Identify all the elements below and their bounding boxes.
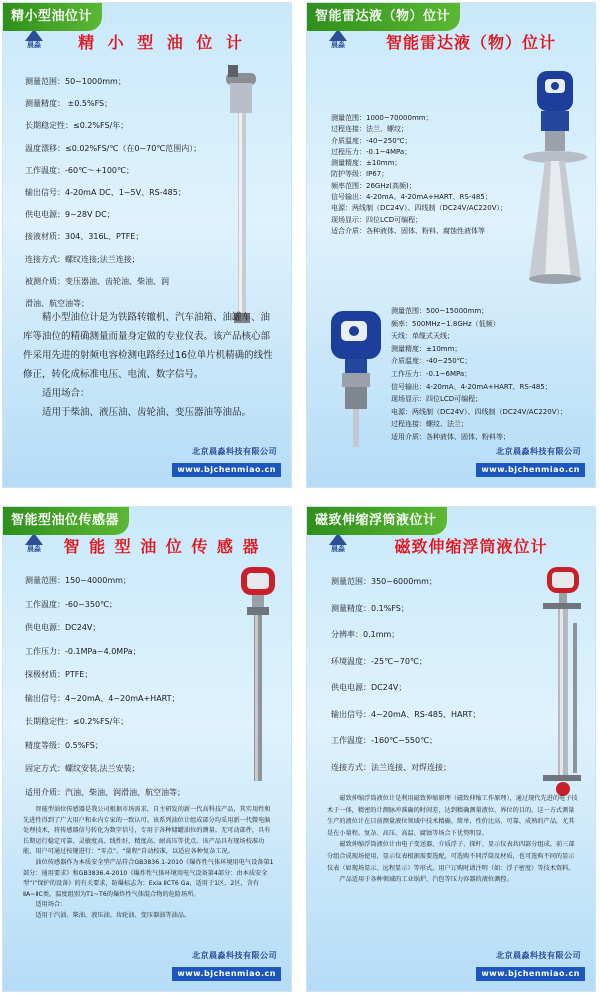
spec-item: 接液材质：304、316L、PTFE； (25, 232, 144, 242)
product-title: 磁致伸缩浮筒液位计 (394, 537, 548, 556)
magnetostrictive-float-gauge-image (535, 563, 593, 799)
spec-item: 测量范围：1000~70000mm； (331, 114, 433, 122)
spec-item: 频率：500MHz~1.8GHz（低频） (391, 319, 500, 328)
spec-item: 电源：两线制（DC24V）、四线制（DC24V/AC220V）； (331, 204, 508, 213)
product-card-smart-oil-sensor (2, 506, 292, 992)
spec-item: 供电电源：DC24V； (25, 623, 101, 632)
product-card-oil-level-gauge (2, 2, 292, 488)
spec-list (25, 569, 185, 804)
spec-item: 工作温度：-160℃~550℃； (331, 736, 438, 745)
product-title: 智能雷达液（物）位计 (385, 33, 556, 52)
spec-item: 测量精度：±10mm； (391, 344, 462, 353)
spec-item: 防护等级：IP67； (331, 170, 389, 179)
spec-item: 长期稳定性：≤0.2%FS/年； (25, 717, 129, 726)
website-link[interactable]: www.bjchenmiao.cn (476, 967, 585, 981)
spec-list-high-frequency (331, 113, 507, 237)
spec-item: 频率范围：26GHz(高频)； (331, 181, 416, 190)
spec-item: 输出信号：4~20mA、4~20mA+HART； (25, 693, 180, 703)
spec-item: 工作压力：-0.1~6MPa； (391, 369, 472, 378)
spec-item: 介质温度：-40~250℃； (331, 136, 412, 145)
website-link[interactable]: www.bjchenmiao.cn (172, 463, 281, 477)
spec-item: 温度漂移：≤0.02%FS/℃（在0~70℃范围内）； (25, 143, 202, 153)
spec-item: 测量范围：500~15000mm； (391, 307, 489, 315)
card-tag: 磁致伸缩浮筒液位计 (307, 507, 447, 535)
spec-item: 测量范围：350~6000mm； (331, 577, 437, 586)
website-link[interactable]: www.bjchenmiao.cn (476, 463, 585, 477)
spec-item: 供电电源：9~28V DC； (25, 210, 115, 220)
guided-wave-radar-image (325, 305, 387, 449)
spec-item: 测量精度：±10mm； (331, 159, 402, 168)
spec-item: 适合介质：各种液体、固体、粉料、腐蚀性液体等 (331, 226, 485, 235)
product-description: 磁致伸缩浮筒液位计是利用磁致伸缩原理（磁致伸缩工作原理），通过现代先进的电子技术于一体，精密的计测脉冲准确的时间差，达到精确测量液位、界位的目的。这一方式测量生产的液位计在目前测量液位领域中技术精确、简单、性价比高、可靠、成熟的产品，尤其是在小量程、复杂、高压、高温、腐蚀等场合下优势明显。 磁致伸缩浮筒液位计由电子变送器、介质浮子、探杆、显示仪表共四部分组成。前三部分组合成现场使用，显示仪表根据需要选配，可选购不同浮筒及材质，也可选购不同的显示仪表（如现场显示、远程显示）等形式。用户订购时请注明（如：浮子密度）等技术资料。 产品适用于各种领域的工业锅炉、汽包等压力容器的液位测控。 (327, 795, 578, 884)
company-logo: 晨淼 (21, 27, 47, 53)
product-description: 智能型油位传感器是我公司根据市场需求，自主研发的新一代高科技产品，其实用性和先进性得到了广大用户和业内专家的一致认可。该系列油位计组成部分均采用新一代微电脑处理技术，将传感器信号转化为数字信号，专用于各种储罐油位的测量。无可动部件，具有长期运行稳定可靠、灵敏度高、线性好、精度高、耐高压等优点。该产品具有现场校准功能，用户可通过按键进行：“零点”、“量程”自动校准，以适应各种复杂工况。 油位传感器作为本质安全型产品符合GB3836.1-2010《爆炸性气体环境用电气设备第1部分：通用要求》和GB3836.4-2010《爆炸性气体环境用电气设备第4部分：由本质安全型“i”保护的设备》的有关要求，防爆标志为：Exia ⅡCT6 Ga，适用于1区、2区，含有ⅡA~ⅡC类，温度组别为T1~T6的爆炸性气体混合物的危险场所。 适用场合： 适用于汽油、柴油、液压油、齿轮油、变压器油等油品。 (23, 806, 274, 919)
spec-item: 探极材质：PTFE； (25, 670, 93, 679)
spec-item: 输出信号：4~20mA、RS-485、HART； (331, 709, 481, 719)
oil-level-probe-image (208, 65, 278, 325)
spec-item: 适用介质：各种液体、固体、粉料等； (391, 432, 510, 441)
company-logo: 晨淼 (325, 27, 351, 53)
website-link[interactable]: www.bjchenmiao.cn (172, 967, 281, 981)
product-description: 精小型油位计是为铁路转辙机、汽车油箱、油罐车、油库等油位的精确测量而量身定做的专业仪表。该产品核心部件采用先进的射频电容检测电路经过16位单片机精确的线性修正，转化成标准电压、电流、数字信号。 适用场合： 适用于柴油、液压油、齿轮油、变压器油等油品。 (23, 312, 273, 418)
company-logo: 晨淼 (325, 531, 351, 557)
spec-item: 测量精度：0.1%FS； (331, 603, 409, 613)
spec-list (25, 71, 201, 315)
product-card-magnetostrictive-level-gauge (306, 506, 596, 992)
card-tag: 精小型油位计 (3, 3, 102, 31)
spec-item: 测量精度： ±0.5%FS； (25, 99, 113, 109)
spec-list (331, 569, 480, 781)
spec-item: 输出信号：4-20mA DC、1~5V、RS-485； (25, 188, 186, 198)
spec-item: 连接方式：法兰连接、对焊连接； (331, 762, 451, 772)
spec-item: 适用介质：汽油、柴油、润滑油、航空油等； (25, 787, 185, 797)
spec-item: 现场显示：四位LCD可编程； (391, 395, 483, 404)
spec-item: 天线：单缆式天线； (391, 332, 454, 341)
spec-item: 长期稳定性：≤0.2%FS/年； (25, 121, 129, 131)
spec-item: 电源：两线制（DC24V）、四线制（DC24V/AC220V）； (391, 407, 568, 416)
spec-item: 工作温度：-60~350℃； (25, 599, 118, 609)
spec-item: 固定方式：螺纹安装,法兰安装； (25, 764, 140, 773)
company-name: 北京晨淼科技有限公司 (192, 447, 277, 456)
spec-item: 滑油、航空油等； (25, 299, 89, 309)
product-title: 智 能 型 油 位 传 感 器 (63, 537, 261, 556)
spec-item: 测量范围：50~1000mm； (25, 77, 126, 86)
product-card-radar-level-gauge (306, 2, 596, 488)
company-name: 北京晨淼科技有限公司 (496, 951, 581, 960)
company-name: 北京晨淼科技有限公司 (496, 447, 581, 456)
spec-item: 环境温度：-25℃~70℃； (331, 656, 427, 666)
spec-item: 过程连接：螺纹、法兰； (391, 420, 468, 429)
spec-item: 供电电源：DC24V； (331, 683, 407, 692)
spec-list-guided-wave (391, 305, 567, 444)
spec-item: 现场显示：四位LCD可编程； (331, 215, 423, 224)
company-logo: 晨淼 (21, 531, 47, 557)
card-tag: 智能型油位传感器 (3, 507, 129, 535)
spec-item: 信号输出：4-20mA、4-20mA+HART、RS-485； (331, 193, 492, 202)
spec-item: 被测介质：变压器油、齿轮油、柴油、润 (25, 276, 169, 286)
spec-item: 过程压力：-0.1~4MPa； (331, 147, 412, 156)
company-name: 北京晨淼科技有限公司 (192, 951, 277, 960)
spec-item: 测量范围：150~4000mm； (25, 576, 131, 585)
spec-item: 精度等级：0.5%FS； (25, 740, 103, 750)
oil-level-sensor-image (233, 563, 283, 785)
spec-item: 介质温度：-40~250℃； (391, 357, 472, 366)
spec-item: 信号输出：4-20mA、4-20mA+HART、RS-485； (391, 382, 552, 391)
radar-horn-antenna-image (515, 65, 595, 297)
spec-item: 工作温度：-60℃～+100℃； (25, 165, 135, 175)
spec-item: 工作压力：-0.1MPa~4.0MPa； (25, 646, 141, 656)
spec-item: 分辨率：0.1mm； (331, 630, 400, 639)
product-title: 精 小 型 油 位 计 (78, 33, 246, 52)
spec-item: 连接方式：螺纹连接;法兰连接； (25, 254, 140, 264)
spec-item: 过程连接：法兰、螺纹； (331, 125, 408, 134)
card-tag: 智能雷达液（物）位计 (307, 3, 460, 31)
